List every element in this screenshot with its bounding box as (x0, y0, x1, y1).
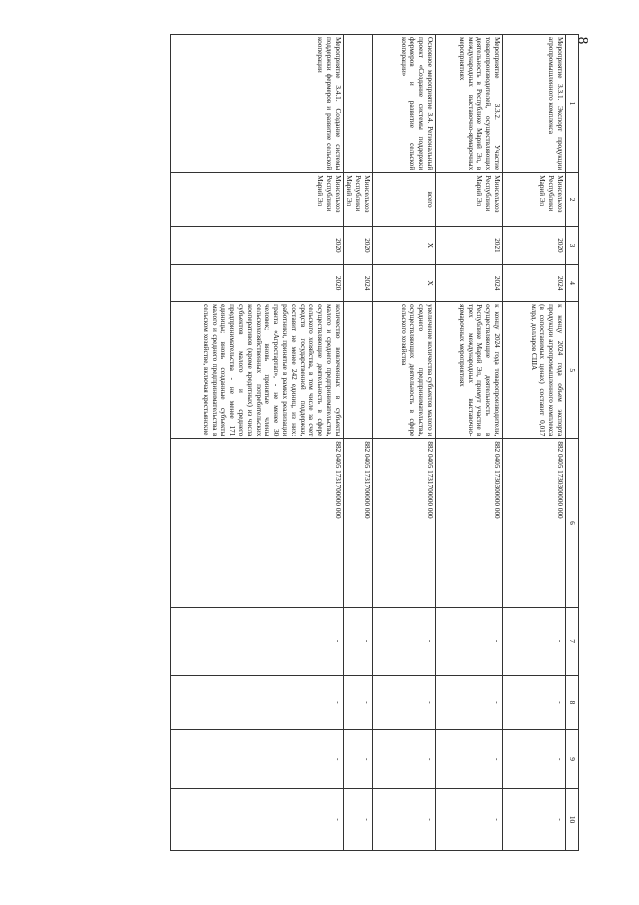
start-year-cell: 2021 (436, 226, 503, 264)
measure-cell: Основное мероприятие 3.4. Региональный проект «Создание системы поддержки фермеров и развитие сельской кооперации» (373, 35, 436, 173)
measure-cell (343, 35, 372, 173)
table-row (436, 35, 503, 851)
column-header-1: 1 (566, 35, 579, 173)
column-header-5: 5 (566, 302, 579, 439)
value-cell-9: - (436, 730, 503, 789)
result-cell: количество вовлеченных в субъекты малого и среднего предпринимательства, осуществляющие деятельность в сфере сельского хозяйства, в том числе за счет средств государственной поддержки, составит не менее 242 единиц, из них: работники, принятые в рамках реализации гранта «Агростартап», - не менее 30 человек; вновь принятые члены сельскохозяйственных потребительских кооперативов (кроме кредитных) из числа субъектов малого и среднего предпринимательства - не менее 171 единицы; вновь созданные субъекты малого и среднего предпринимательства в сельском хозяйстве, включая крестьянские (170, 302, 343, 439)
value-cell-10: - (373, 789, 436, 851)
value-cell-7: - (503, 607, 566, 675)
value-cell-10: - (170, 789, 343, 851)
responsible-cell: Минсельхоз Республики Марий Эл (503, 173, 566, 227)
value-cell-8: - (343, 675, 372, 730)
program-measures-table (170, 34, 579, 851)
result-cell: к концу 2024 года объем экспорта продукции агропромышленного комплекса (в сопоставимых ценах) составит 0,017 млрд. долларов США (503, 302, 566, 439)
kbk-cell: 882 0405 1730300000 000 (436, 439, 503, 607)
kbk-cell: 882 0405 1731700000 000 (343, 439, 372, 607)
value-cell-10: - (503, 789, 566, 851)
measure-cell: Мероприятие 3.4.1. Создание системы поддержки фермеров и развитие сельской кооперации (170, 35, 343, 173)
table-header-row (566, 35, 579, 851)
measure-cell: Мероприятие 3.3.1. Экспорт продукции агропромышленного комплекса (503, 35, 566, 173)
column-header-8: 8 (566, 675, 579, 730)
value-cell-10: - (343, 789, 372, 851)
kbk-cell: 882 0405 1731700000 000 (373, 439, 436, 607)
value-cell-9: - (343, 730, 372, 789)
column-header-9: 9 (566, 730, 579, 789)
start-year-cell: 2020 (503, 226, 566, 264)
column-header-6: 6 (566, 439, 579, 607)
value-cell-7: - (436, 607, 503, 675)
value-cell-8: - (503, 675, 566, 730)
column-header-4: 4 (566, 265, 579, 302)
column-header-2: 2 (566, 173, 579, 227)
value-cell-7: - (373, 607, 436, 675)
column-header-7: 7 (566, 607, 579, 675)
value-cell-8: - (436, 675, 503, 730)
value-cell-10: - (436, 789, 503, 851)
value-cell-7: - (170, 607, 343, 675)
result-cell (343, 302, 372, 439)
responsible-cell: Минсельхоз Республики Марий Эл (343, 173, 372, 227)
kbk-cell: 882 0405 1730300000 000 (503, 439, 566, 607)
table-row (373, 35, 436, 851)
rotated-table-wrapper (131, 34, 579, 851)
table-row (170, 35, 343, 851)
responsible-cell: Минсельхоз Республики Марий Эл (436, 173, 503, 227)
value-cell-9: - (373, 730, 436, 789)
column-header-10: 10 (566, 789, 579, 851)
start-year-cell: 2020 (343, 226, 372, 264)
value-cell-9: - (503, 730, 566, 789)
end-year-cell: 2024 (503, 265, 566, 302)
result-cell: увеличение количества субъектов малого и среднего предпринимательства, осуществляющих деятельность в сфере сельского хозяйства (373, 302, 436, 439)
start-year-cell: X (373, 226, 436, 264)
column-header-3: 3 (566, 226, 579, 264)
result-cell: к концу 2024 года товаропроизводители, осуществляющие деятельность в Республике Марий Эл, примут участие в трех международных выставочно-ярмарочных мероприятиях (436, 302, 503, 439)
end-year-cell: 2020 (170, 265, 343, 302)
table-row (503, 35, 566, 851)
kbk-cell: 882 0405 1731700000 000 (170, 439, 343, 607)
end-year-cell: 2024 (343, 265, 372, 302)
value-cell-8: - (373, 675, 436, 730)
value-cell-7: - (343, 607, 372, 675)
value-cell-8: - (170, 675, 343, 730)
measure-cell: Мероприятие 3.3.2. Участие товаропроизводителей, осуществляющих деятельность в Республике Марий Эл, в международных выставочно-ярмарочных мероприятиях (436, 35, 503, 173)
table-row (343, 35, 372, 851)
responsible-cell: Минсельхоз Республики Марий Эл (170, 173, 343, 227)
page-number: 8 (574, 36, 591, 45)
end-year-cell: 2024 (436, 265, 503, 302)
start-year-cell: 2020 (170, 226, 343, 264)
end-year-cell: X (373, 265, 436, 302)
value-cell-9: - (170, 730, 343, 789)
responsible-cell: всего (373, 173, 436, 227)
